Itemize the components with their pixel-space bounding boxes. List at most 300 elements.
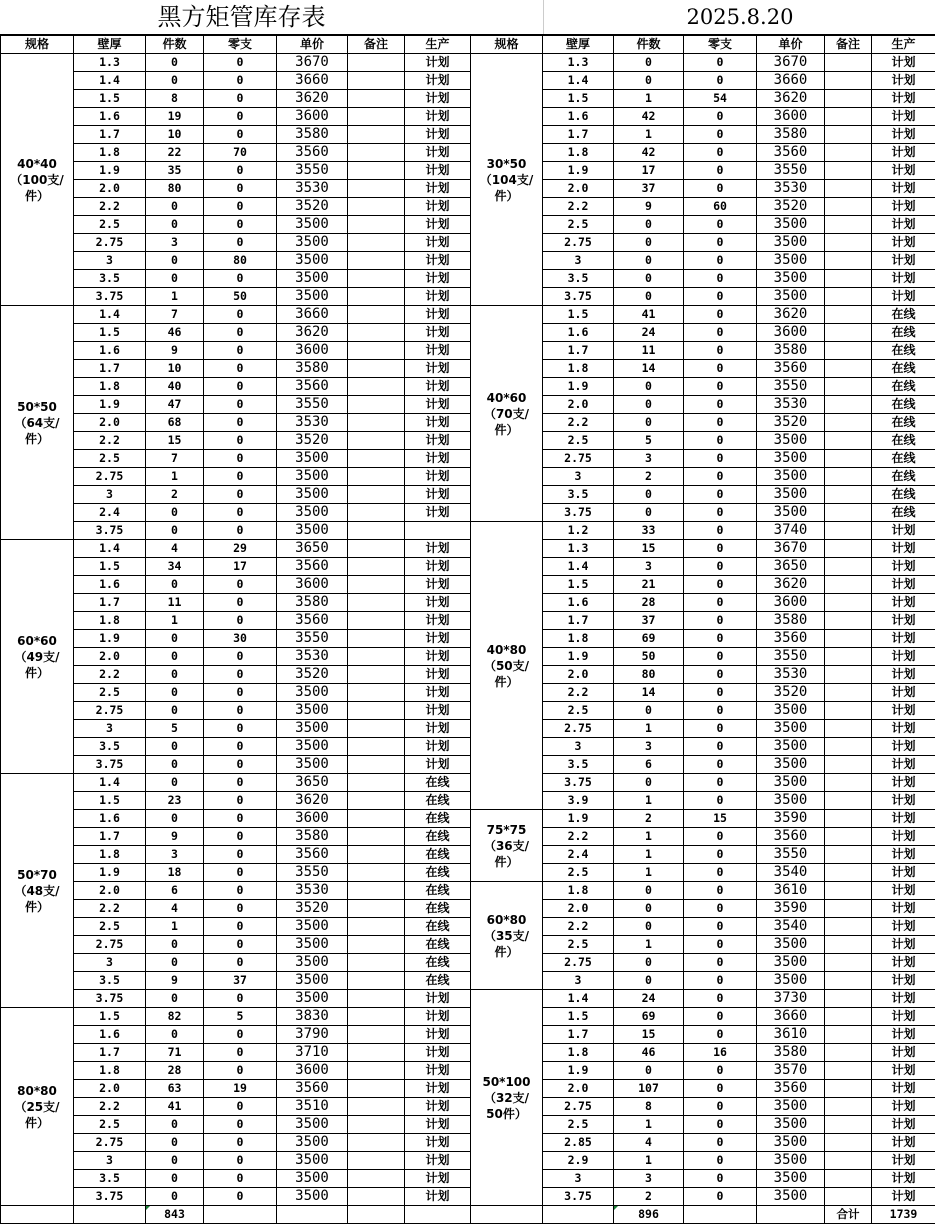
loose-count-cell: 0 [204, 72, 277, 90]
remark-cell [825, 252, 872, 270]
unit-price-cell: 3500 [757, 234, 825, 252]
remark-cell [825, 900, 872, 918]
wall-thickness-cell: 1.6 [543, 324, 614, 342]
production-status-cell: 计划 [872, 594, 935, 612]
remark-cell [825, 594, 872, 612]
table-row [1, 1098, 935, 1116]
wall-thickness-cell: 1.3 [543, 54, 614, 72]
loose-count-cell: 0 [684, 594, 757, 612]
loose-count-cell: 0 [204, 90, 277, 108]
remark-cell [825, 1062, 872, 1080]
piece-count-cell: 1 [146, 468, 204, 486]
remark-cell [348, 1170, 405, 1188]
remark-cell [348, 1008, 405, 1026]
wall-thickness-cell: 1.8 [74, 846, 146, 864]
wall-thickness-cell: 3 [74, 720, 146, 738]
production-status-cell: 在线 [405, 972, 471, 990]
unit-price-cell: 3500 [757, 270, 825, 288]
wall-thickness-cell: 2.4 [74, 504, 146, 522]
wall-thickness-cell: 1.7 [74, 126, 146, 144]
table-row [1, 432, 935, 450]
production-status-cell: 计划 [405, 270, 471, 288]
remark-cell [348, 666, 405, 684]
piece-count-cell: 21 [614, 576, 684, 594]
spec-label: 50*100 （32支/ 50件） [471, 1074, 542, 1122]
wall-thickness-cell: 1.5 [74, 1008, 146, 1026]
column-header: 件数 [146, 36, 204, 54]
loose-count-cell: 19 [204, 1080, 277, 1098]
production-status-cell: 在线 [405, 864, 471, 882]
production-status-cell: 计划 [872, 576, 935, 594]
remark-cell [348, 576, 405, 594]
piece-count-cell: 0 [614, 882, 684, 900]
unit-price-cell: 3600 [277, 576, 348, 594]
loose-count-cell: 0 [684, 1026, 757, 1044]
loose-count-cell: 0 [204, 306, 277, 324]
unit-price-cell: 3500 [277, 504, 348, 522]
production-status-cell: 计划 [872, 522, 935, 540]
wall-thickness-cell: 3 [74, 252, 146, 270]
table-row [1, 486, 935, 504]
piece-count-cell: 0 [146, 1026, 204, 1044]
production-status-cell: 计划 [405, 648, 471, 666]
remark-cell [825, 324, 872, 342]
table-row [1, 882, 935, 900]
table-row [1, 540, 935, 558]
production-status-cell: 计划 [872, 234, 935, 252]
unit-price-cell: 3620 [757, 306, 825, 324]
piece-count-cell: 15 [614, 1026, 684, 1044]
piece-count-cell: 5 [146, 720, 204, 738]
piece-count-cell: 3 [146, 846, 204, 864]
unit-price-cell: 3520 [277, 900, 348, 918]
remark-cell [348, 306, 405, 324]
unit-price-cell: 3530 [757, 396, 825, 414]
loose-count-cell: 15 [684, 810, 757, 828]
remark-cell [348, 918, 405, 936]
production-status-cell: 计划 [872, 558, 935, 576]
remark-cell [348, 828, 405, 846]
loose-count-cell: 0 [204, 882, 277, 900]
production-status-cell: 计划 [405, 378, 471, 396]
piece-count-cell: 50 [614, 648, 684, 666]
wall-thickness-cell: 1.9 [543, 162, 614, 180]
wall-thickness-cell: 2.2 [74, 1098, 146, 1116]
remark-cell [825, 144, 872, 162]
piece-count-cell: 63 [146, 1080, 204, 1098]
wall-thickness-cell: 2.0 [543, 1080, 614, 1098]
unit-price-cell: 3500 [757, 1188, 825, 1206]
remark-cell [348, 954, 405, 972]
loose-count-cell: 0 [684, 612, 757, 630]
piece-count-cell: 28 [146, 1062, 204, 1080]
remark-cell [348, 792, 405, 810]
wall-thickness-cell: 1.5 [543, 306, 614, 324]
production-status-cell: 在线 [872, 360, 935, 378]
totals-empty-cell [348, 1206, 405, 1224]
piece-count-cell: 1 [146, 288, 204, 306]
spec-label: 40*60 （70支/ 件） [471, 390, 542, 438]
production-status-cell: 计划 [405, 324, 471, 342]
table-row [1, 918, 935, 936]
loose-count-cell: 0 [684, 882, 757, 900]
piece-count-cell: 23 [146, 792, 204, 810]
piece-count-cell: 0 [614, 396, 684, 414]
loose-count-cell: 0 [204, 810, 277, 828]
wall-thickness-cell: 1.2 [543, 522, 614, 540]
piece-count-cell: 15 [614, 540, 684, 558]
table-row [1, 666, 935, 684]
piece-count-cell: 11 [614, 342, 684, 360]
piece-count-cell: 1 [614, 126, 684, 144]
unit-price-cell: 3500 [757, 972, 825, 990]
unit-price-cell: 3520 [757, 198, 825, 216]
loose-count-cell: 0 [204, 594, 277, 612]
wall-thickness-cell: 1.9 [74, 864, 146, 882]
wall-thickness-cell: 2.75 [74, 234, 146, 252]
remark-cell [348, 864, 405, 882]
unit-price-cell: 3500 [277, 702, 348, 720]
sum-label-cell: 合计 [825, 1206, 872, 1224]
loose-count-cell: 0 [684, 738, 757, 756]
wall-thickness-cell: 2.2 [543, 918, 614, 936]
wall-thickness-cell: 1.8 [543, 630, 614, 648]
production-status-cell: 计划 [872, 900, 935, 918]
loose-count-cell: 0 [684, 1080, 757, 1098]
remark-cell [825, 270, 872, 288]
production-status-cell: 计划 [405, 1080, 471, 1098]
column-header: 单价 [277, 36, 348, 54]
piece-count-cell: 34 [146, 558, 204, 576]
table-row [1, 810, 935, 828]
remark-cell [825, 1026, 872, 1044]
production-status-cell: 计划 [405, 54, 471, 72]
piece-count-cell: 35 [146, 162, 204, 180]
production-status-cell: 计划 [405, 666, 471, 684]
unit-price-cell: 3580 [277, 126, 348, 144]
production-status-cell: 计划 [872, 738, 935, 756]
unit-price-cell: 3520 [277, 198, 348, 216]
unit-price-cell: 3650 [277, 774, 348, 792]
production-status-cell: 计划 [405, 450, 471, 468]
wall-thickness-cell: 1.5 [74, 792, 146, 810]
loose-count-cell: 0 [684, 450, 757, 468]
loose-count-cell: 0 [204, 720, 277, 738]
production-status-cell: 计划 [405, 1062, 471, 1080]
unit-price-cell: 3500 [277, 1188, 348, 1206]
production-status-cell: 计划 [872, 1044, 935, 1062]
production-status-cell: 计划 [872, 792, 935, 810]
unit-price-cell: 3540 [757, 918, 825, 936]
wall-thickness-cell: 1.7 [74, 360, 146, 378]
table-row [1, 126, 935, 144]
production-status-cell: 计划 [872, 1008, 935, 1026]
loose-count-cell: 0 [204, 1044, 277, 1062]
wall-thickness-cell: 2.75 [74, 936, 146, 954]
remark-cell [348, 72, 405, 90]
loose-count-cell: 0 [684, 54, 757, 72]
table-row [1, 1116, 935, 1134]
loose-count-cell: 16 [684, 1044, 757, 1062]
remark-cell [825, 666, 872, 684]
totals-empty-cell [204, 1206, 277, 1224]
production-status-cell: 计划 [872, 684, 935, 702]
loose-count-cell: 0 [684, 468, 757, 486]
wall-thickness-cell: 1.4 [74, 540, 146, 558]
production-status-cell: 计划 [872, 648, 935, 666]
loose-count-cell: 0 [684, 288, 757, 306]
wall-thickness-cell: 1.6 [543, 594, 614, 612]
remark-cell [348, 540, 405, 558]
wall-thickness-cell: 3.5 [74, 972, 146, 990]
wall-thickness-cell: 2.2 [543, 684, 614, 702]
table-row [1, 684, 935, 702]
production-status-cell: 计划 [405, 738, 471, 756]
loose-count-cell: 0 [684, 522, 757, 540]
remark-cell [348, 432, 405, 450]
table-row [1, 936, 935, 954]
production-status-cell: 计划 [405, 1134, 471, 1152]
production-status-cell: 计划 [405, 72, 471, 90]
remark-cell [825, 828, 872, 846]
wall-thickness-cell: 1.8 [543, 144, 614, 162]
table-row [1, 1188, 935, 1206]
production-status-cell: 计划 [872, 54, 935, 72]
piece-count-cell: 0 [146, 522, 204, 540]
wall-thickness-cell: 2.5 [543, 936, 614, 954]
loose-count-cell: 0 [204, 216, 277, 234]
unit-price-cell: 3500 [757, 1098, 825, 1116]
remark-cell [825, 522, 872, 540]
production-status-cell: 计划 [872, 936, 935, 954]
unit-price-cell: 3580 [757, 1044, 825, 1062]
remark-cell [348, 1134, 405, 1152]
production-status-cell: 计划 [405, 1116, 471, 1134]
remark-cell [825, 720, 872, 738]
wall-thickness-cell: 2.5 [543, 864, 614, 882]
remark-cell [348, 702, 405, 720]
unit-price-cell: 3660 [277, 72, 348, 90]
piece-count-cell: 11 [146, 594, 204, 612]
column-header: 生产 [405, 36, 471, 54]
wall-thickness-cell: 2.0 [543, 180, 614, 198]
table-row [1, 1062, 935, 1080]
wall-thickness-cell: 2.5 [74, 684, 146, 702]
loose-count-cell: 0 [684, 234, 757, 252]
remark-cell [348, 450, 405, 468]
wall-thickness-cell: 1.7 [543, 342, 614, 360]
remark-cell [348, 108, 405, 126]
loose-count-cell: 0 [204, 324, 277, 342]
table-row [1, 900, 935, 918]
loose-count-cell: 0 [684, 720, 757, 738]
loose-count-cell: 80 [204, 252, 277, 270]
piece-count-cell: 1 [146, 612, 204, 630]
wall-thickness-cell: 3.75 [74, 990, 146, 1008]
loose-count-cell: 0 [684, 396, 757, 414]
piece-count-cell: 0 [614, 918, 684, 936]
loose-count-cell: 0 [684, 918, 757, 936]
remark-cell [825, 648, 872, 666]
wall-thickness-cell: 2.0 [74, 648, 146, 666]
loose-count-cell: 0 [684, 864, 757, 882]
sheet-title-text: 黑方矩管库存表 [158, 0, 326, 34]
piece-count-cell: 40 [146, 378, 204, 396]
piece-count-cell: 0 [146, 774, 204, 792]
unit-price-cell: 3560 [757, 630, 825, 648]
table-row [1, 504, 935, 522]
wall-thickness-cell: 2.5 [74, 1116, 146, 1134]
loose-count-cell: 0 [684, 846, 757, 864]
piece-count-cell: 68 [146, 414, 204, 432]
piece-count-cell: 0 [614, 252, 684, 270]
production-status-cell: 计划 [872, 774, 935, 792]
production-status-cell: 计划 [405, 540, 471, 558]
loose-count-cell: 0 [684, 324, 757, 342]
remark-cell [825, 90, 872, 108]
piece-count-cell: 19 [146, 108, 204, 126]
production-status-cell: 计划 [872, 288, 935, 306]
remark-cell [348, 288, 405, 306]
spec-label: 80*80 （25支/ 件） [1, 1083, 73, 1131]
spec-cell [471, 810, 543, 882]
spec-cell [471, 522, 543, 810]
remark-cell [348, 936, 405, 954]
loose-count-cell: 0 [684, 306, 757, 324]
piece-count-cell: 0 [614, 504, 684, 522]
production-status-cell: 在线 [872, 468, 935, 486]
unit-price-cell: 3610 [757, 882, 825, 900]
production-status-cell: 在线 [872, 342, 935, 360]
wall-thickness-cell: 3.5 [543, 756, 614, 774]
unit-price-cell: 3500 [757, 450, 825, 468]
remark-cell [348, 810, 405, 828]
totals-empty-cell [471, 1206, 543, 1224]
unit-price-cell: 3530 [277, 882, 348, 900]
wall-thickness-cell: 2.2 [74, 666, 146, 684]
piece-count-cell: 2 [614, 810, 684, 828]
loose-count-cell: 0 [684, 576, 757, 594]
loose-count-cell: 0 [684, 648, 757, 666]
remark-cell [825, 198, 872, 216]
unit-price-cell: 3500 [277, 234, 348, 252]
remark-cell [348, 900, 405, 918]
loose-count-cell: 0 [684, 414, 757, 432]
unit-price-cell: 3580 [757, 342, 825, 360]
unit-price-cell: 3500 [757, 1116, 825, 1134]
piece-count-cell: 6 [614, 756, 684, 774]
table-row [1, 1134, 935, 1152]
unit-price-cell: 3500 [757, 1152, 825, 1170]
wall-thickness-cell: 1.7 [543, 126, 614, 144]
unit-price-cell: 3500 [757, 504, 825, 522]
spec-label: 50*50 （64支/ 件） [1, 399, 73, 447]
wall-thickness-cell: 2.5 [543, 1116, 614, 1134]
wall-thickness-cell: 1.6 [74, 1026, 146, 1044]
loose-count-cell: 0 [204, 270, 277, 288]
loose-count-cell: 54 [684, 90, 757, 108]
wall-thickness-cell: 1.8 [543, 360, 614, 378]
piece-count-cell: 1 [614, 846, 684, 864]
column-header: 备注 [825, 36, 872, 54]
table-row [1, 324, 935, 342]
remark-cell [825, 630, 872, 648]
production-status-cell: 在线 [405, 882, 471, 900]
production-status-cell: 计划 [405, 360, 471, 378]
piece-count-cell: 46 [146, 324, 204, 342]
wall-thickness-cell: 1.6 [74, 108, 146, 126]
unit-price-cell: 3500 [277, 288, 348, 306]
piece-count-cell: 1 [614, 1152, 684, 1170]
unit-price-cell: 3530 [277, 414, 348, 432]
loose-count-cell: 0 [204, 504, 277, 522]
piece-count-cell: 0 [614, 414, 684, 432]
piece-count-cell: 1 [614, 1116, 684, 1134]
unit-price-cell: 3500 [757, 720, 825, 738]
wall-thickness-cell: 1.9 [74, 162, 146, 180]
remark-cell [348, 504, 405, 522]
loose-count-cell: 0 [204, 360, 277, 378]
loose-count-cell: 0 [204, 234, 277, 252]
unit-price-cell: 3500 [757, 792, 825, 810]
unit-price-cell: 3550 [277, 396, 348, 414]
remark-cell [825, 306, 872, 324]
loose-count-cell: 0 [204, 954, 277, 972]
piece-count-cell: 0 [614, 54, 684, 72]
table-row [1, 594, 935, 612]
loose-count-cell: 0 [204, 522, 277, 540]
wall-thickness-cell: 3.75 [543, 288, 614, 306]
loose-count-cell: 0 [684, 126, 757, 144]
remark-cell [825, 846, 872, 864]
table-row [1, 396, 935, 414]
wall-thickness-cell: 2.85 [543, 1134, 614, 1152]
production-status-cell: 计划 [405, 216, 471, 234]
wall-thickness-cell: 1.9 [543, 648, 614, 666]
unit-price-cell: 3520 [757, 684, 825, 702]
left-count-cell: 843 [146, 1206, 204, 1224]
unit-price-cell: 3520 [277, 432, 348, 450]
unit-price-cell: 3660 [277, 306, 348, 324]
spec-label: 50*70 （48支/ 件） [1, 867, 73, 915]
production-status-cell: 在线 [405, 918, 471, 936]
unit-price-cell: 3500 [277, 990, 348, 1008]
loose-count-cell: 0 [204, 576, 277, 594]
remark-cell [825, 1170, 872, 1188]
piece-count-cell: 0 [146, 216, 204, 234]
remark-cell [825, 396, 872, 414]
wall-thickness-cell: 1.5 [543, 90, 614, 108]
remark-cell [825, 1098, 872, 1116]
production-status-cell: 计划 [405, 342, 471, 360]
piece-count-cell: 0 [614, 774, 684, 792]
production-status-cell: 计划 [405, 684, 471, 702]
wall-thickness-cell: 1.8 [74, 612, 146, 630]
loose-count-cell: 0 [684, 756, 757, 774]
loose-count-cell: 0 [684, 144, 757, 162]
remark-cell [825, 810, 872, 828]
wall-thickness-cell: 1.8 [74, 378, 146, 396]
loose-count-cell: 0 [204, 1116, 277, 1134]
wall-thickness-cell: 1.8 [543, 882, 614, 900]
unit-price-cell: 3550 [757, 846, 825, 864]
unit-price-cell: 3670 [757, 540, 825, 558]
remark-cell [348, 144, 405, 162]
wall-thickness-cell: 3.75 [74, 756, 146, 774]
wall-thickness-cell: 1.7 [543, 612, 614, 630]
table-row [1, 342, 935, 360]
piece-count-cell: 9 [146, 972, 204, 990]
